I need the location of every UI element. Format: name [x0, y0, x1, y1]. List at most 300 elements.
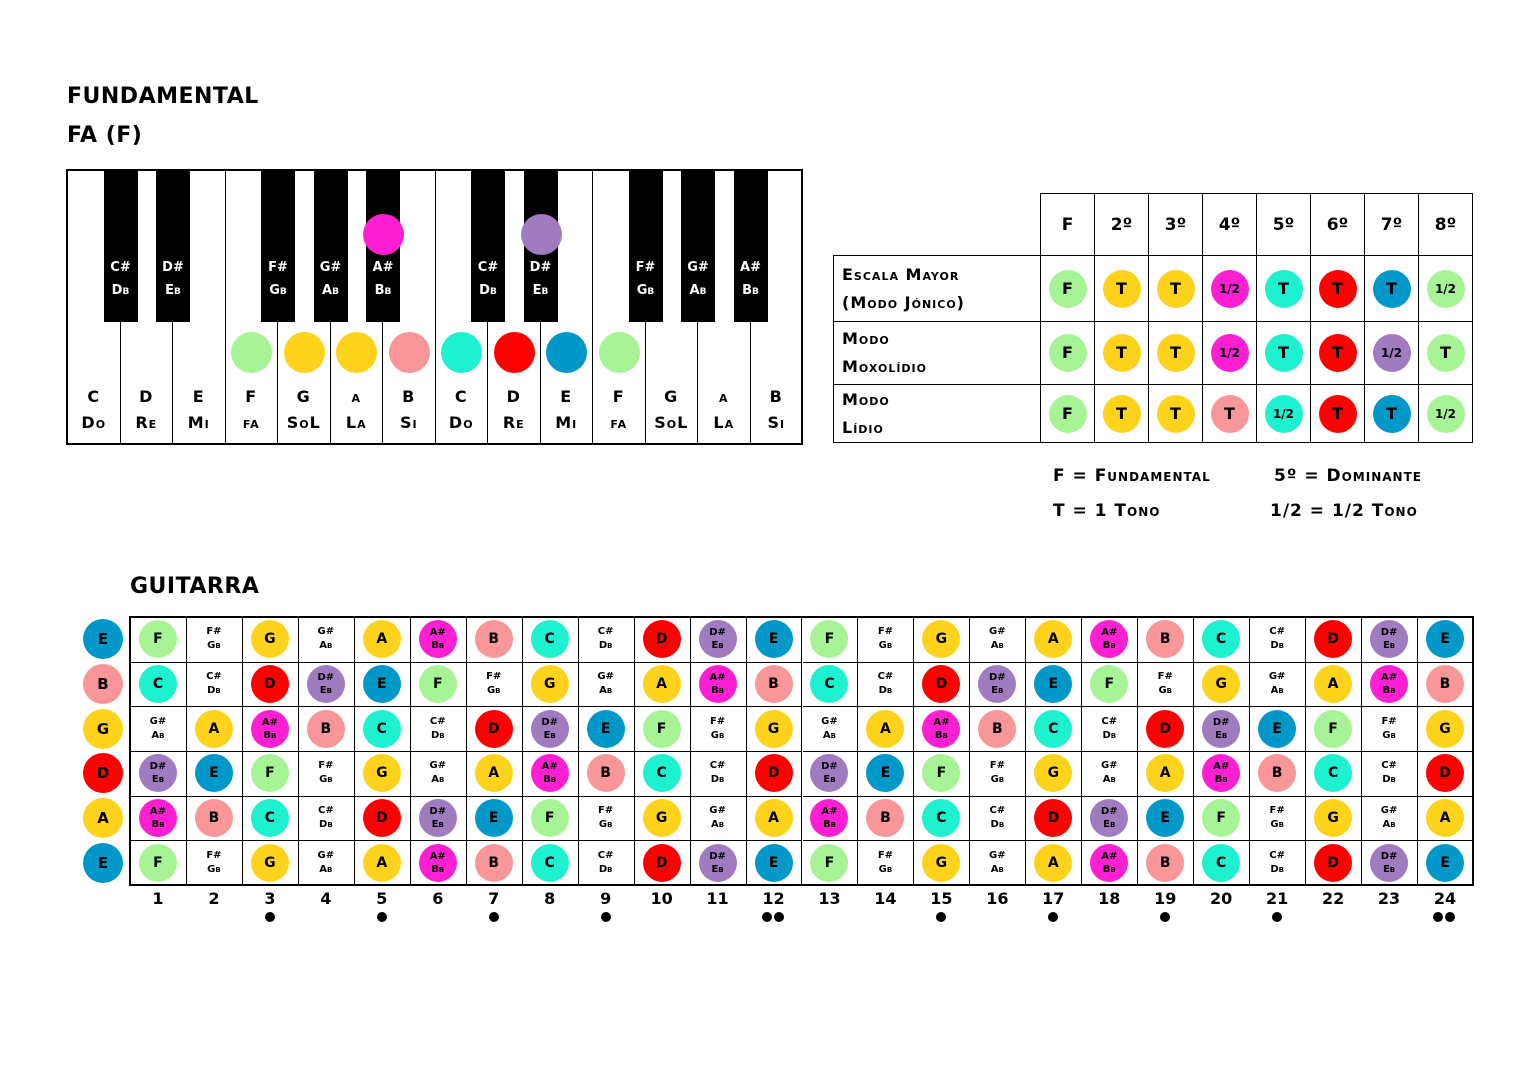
- interval-dot: T: [1373, 395, 1411, 433]
- note-dot-b: [389, 332, 430, 373]
- note-dot-ds: [699, 620, 737, 658]
- note-dot-b: B: [1258, 754, 1296, 792]
- note-dot-c: C: [1202, 844, 1240, 882]
- note-label: G# Ab: [989, 849, 1006, 875]
- interval-dot: T: [1319, 270, 1357, 308]
- note-dot-b: B: [866, 799, 904, 837]
- note-dot-a: A: [755, 799, 793, 837]
- note-label: A# Bb: [709, 672, 726, 696]
- white-key-letter: C: [454, 387, 468, 406]
- note-label: C# Db: [317, 805, 334, 830]
- legend-dominant: 5º = Dominante: [1274, 466, 1422, 486]
- fret-marker-dot: [601, 912, 611, 922]
- note-dot-f: F: [1090, 665, 1128, 703]
- note-dot-d: D: [1426, 754, 1464, 792]
- note-dot-f: F: [139, 844, 177, 882]
- note-dot-c: C: [810, 665, 848, 703]
- note-dot-f: [231, 332, 272, 373]
- interval-dot: F: [1049, 395, 1087, 433]
- legend-fundamental: F = Fundamental: [1053, 466, 1211, 486]
- note-label: F# Gb: [1157, 671, 1173, 696]
- note-dot-as: [922, 710, 960, 748]
- legend-tone: T = 1 Tono: [1053, 501, 1161, 521]
- black-key-flat: Ab: [689, 283, 707, 298]
- note-label: G# Ab: [709, 805, 726, 830]
- scale-table: [833, 193, 1473, 443]
- note-dot-as: [531, 754, 569, 792]
- note-dot-b: B: [1426, 665, 1464, 703]
- note-dot-g: G: [531, 665, 569, 703]
- note-dot-c: [441, 332, 482, 373]
- column-header: 7º: [1365, 194, 1419, 256]
- note-dot-f: F: [419, 665, 457, 703]
- note-dot-ds: [521, 214, 562, 255]
- note-dot-e: E: [755, 844, 793, 882]
- black-key-flat: Db: [479, 283, 497, 298]
- note-dot-c: C: [531, 844, 569, 882]
- note-dot-ds: [1370, 844, 1408, 882]
- column-header: 6º: [1311, 194, 1365, 256]
- note-dot-c: C: [643, 754, 681, 792]
- interval-cell: [1365, 256, 1419, 322]
- fret-marker-dot: [1048, 912, 1058, 922]
- black-key-sharp: G#: [319, 260, 342, 275]
- note-dot-c: C: [531, 620, 569, 658]
- note-label: F# Gb: [486, 671, 502, 696]
- note-dot-e: E: [1258, 710, 1296, 748]
- black-key-sharp: C#: [110, 260, 131, 275]
- note-dot-a: A: [1034, 620, 1072, 658]
- note-label: G# Ab: [1380, 805, 1398, 830]
- note-dot-a: A: [866, 710, 904, 748]
- fret-number: 24: [1433, 889, 1457, 908]
- note-label: A# Bb: [1381, 672, 1398, 696]
- interval-cell: [1149, 256, 1203, 322]
- note-dot-ds: [1090, 799, 1128, 837]
- note-label: G# Ab: [1100, 760, 1118, 786]
- black-key-flat: Db: [111, 283, 130, 298]
- interval-dot: 1/2: [1211, 334, 1249, 372]
- note-dot-a: A: [195, 710, 233, 748]
- interval-cell: [1203, 385, 1257, 443]
- interval-cell: [1149, 322, 1203, 385]
- note-dot-g: G: [1314, 799, 1352, 837]
- interval-dot: T: [1103, 334, 1141, 372]
- note-dot-a: A: [1426, 799, 1464, 837]
- interval-cell: [1041, 385, 1095, 443]
- note-dot-c: C: [363, 710, 401, 748]
- note-label: C# Db: [1101, 715, 1118, 741]
- interval-dot: T: [1103, 270, 1141, 308]
- note-dot-g: G: [1426, 710, 1464, 748]
- interval-cell: [1311, 256, 1365, 322]
- note-label: G# Ab: [149, 715, 167, 741]
- guitar-title: GUITARRA: [130, 574, 260, 599]
- fret-marker-dot: [377, 912, 387, 922]
- note-dot-e: E: [83, 619, 123, 659]
- fret-number: 6: [432, 889, 444, 908]
- white-key-solfege: fa: [610, 413, 628, 432]
- black-key: [524, 171, 558, 322]
- note-dot-b: B: [587, 754, 625, 792]
- note-dot-g: G: [251, 844, 289, 882]
- white-key-letter: D: [506, 387, 521, 406]
- interval-dot: T: [1319, 334, 1357, 372]
- white-key-letter: B: [402, 387, 416, 406]
- note-dot-e: E: [866, 754, 904, 792]
- note-dot-c: C: [139, 665, 177, 703]
- white-key-letter: F: [245, 387, 258, 406]
- note-dot-e: [546, 332, 587, 373]
- black-key: [681, 171, 715, 322]
- mode-name-line2: Moxolídio: [842, 357, 927, 376]
- interval-dot: T: [1157, 334, 1195, 372]
- interval-dot: T: [1103, 395, 1141, 433]
- fret-marker-dot: [936, 912, 946, 922]
- note-label: C# Db: [597, 626, 614, 652]
- note-label: G# Ab: [597, 671, 614, 696]
- interval-dot: T: [1265, 270, 1303, 308]
- note-label: D# Eb: [1212, 716, 1230, 741]
- note-label: D# Eb: [1380, 850, 1398, 875]
- white-key-letter: B: [769, 387, 783, 406]
- black-key-sharp: A#: [740, 260, 761, 275]
- column-header: F: [1041, 194, 1095, 256]
- note-dot-f: F: [922, 754, 960, 792]
- note-label: F# Gb: [1381, 715, 1397, 741]
- white-key-letter: a: [718, 387, 729, 406]
- interval-cell: [1041, 322, 1095, 385]
- note-dot-b: B: [307, 710, 345, 748]
- interval-cell: [1095, 256, 1149, 322]
- note-label: D# Eb: [989, 672, 1006, 696]
- note-dot-f: F: [1202, 799, 1240, 837]
- note-label: D# Eb: [709, 627, 726, 652]
- note-dot-f: F: [1314, 710, 1352, 748]
- note-dot-a: A: [83, 798, 123, 838]
- note-label: F# Gb: [709, 715, 726, 741]
- mode-name: [834, 322, 1041, 385]
- interval-dot: T: [1427, 334, 1465, 372]
- interval-cell: [1365, 322, 1419, 385]
- note-label: A# Bb: [541, 761, 558, 786]
- interval-dot: 1/2: [1265, 395, 1303, 433]
- note-dot-g: G: [1034, 754, 1072, 792]
- note-label: G# Ab: [317, 626, 335, 652]
- black-key-sharp: F#: [268, 260, 288, 275]
- white-key-letter: F: [612, 387, 625, 406]
- interval-cell: [1149, 385, 1203, 443]
- note-dot-c: C: [1202, 620, 1240, 658]
- note-dot-f: F: [139, 620, 177, 658]
- table-corner: [834, 194, 1041, 256]
- interval-dot: 1/2: [1427, 270, 1465, 308]
- note-dot-g: G: [363, 754, 401, 792]
- note-dot-b: B: [475, 844, 513, 882]
- mode-name-line1: Modo: [842, 329, 890, 348]
- interval-cell: [1365, 385, 1419, 443]
- interval-dot: 1/2: [1211, 270, 1249, 308]
- fret-marker-dot: [489, 912, 499, 922]
- note-label: F# Gb: [989, 760, 1005, 786]
- guitar-fretboard: [129, 616, 1474, 886]
- mode-name-line2: Lídio: [842, 417, 884, 437]
- note-dot-f: [599, 332, 640, 373]
- interval-dot: F: [1049, 334, 1087, 372]
- piano-keyboard: [66, 169, 803, 445]
- mode-name-line1: Escala Mayor: [842, 264, 960, 284]
- black-key-flat: Eb: [165, 283, 181, 298]
- fret-number: 21: [1266, 889, 1289, 908]
- note-label: C# Db: [1381, 760, 1397, 786]
- note-dot-b: B: [1146, 844, 1184, 882]
- white-key-solfege: Si: [767, 413, 786, 432]
- note-label: G# Ab: [821, 715, 838, 741]
- note-dot-a: A: [363, 844, 401, 882]
- fret-number: 13: [818, 889, 841, 908]
- scale-row: [834, 385, 1473, 443]
- note-dot-as: [699, 665, 737, 703]
- note-dot-a: A: [363, 620, 401, 658]
- interval-dot: T: [1373, 270, 1411, 308]
- fret-number: 22: [1321, 889, 1345, 908]
- white-key-letter: C: [87, 387, 101, 406]
- note-label: G# Ab: [989, 626, 1006, 652]
- black-key-sharp: A#: [372, 260, 394, 275]
- note-label: F# Gb: [877, 626, 894, 652]
- note-dot-as: [419, 844, 457, 882]
- legend-half-tone: 1/2 = 1/2 Tono: [1270, 501, 1418, 521]
- white-key-solfege: Mi: [187, 413, 210, 432]
- interval-cell: [1257, 385, 1311, 443]
- note-label: A# Bb: [429, 627, 446, 652]
- note-dot-b: B: [83, 664, 123, 704]
- note-dot-b: B: [1146, 620, 1184, 658]
- white-key-letter: D: [139, 387, 154, 406]
- note-label: C# Db: [877, 671, 894, 696]
- white-key-letter: G: [664, 387, 679, 406]
- note-label: D# Eb: [317, 672, 335, 696]
- note-dot-a: [336, 332, 377, 373]
- black-key-flat: Gb: [269, 283, 287, 298]
- interval-cell: [1203, 322, 1257, 385]
- white-key-solfege: Re: [502, 413, 525, 432]
- note-dot-b: B: [978, 710, 1016, 748]
- interval-cell: [1041, 256, 1095, 322]
- note-label: G# Ab: [1268, 671, 1286, 696]
- note-dot-d: D: [755, 754, 793, 792]
- note-dot-as: [1370, 665, 1408, 703]
- note-dot-f: F: [810, 844, 848, 882]
- note-dot-ds: [699, 844, 737, 882]
- note-dot-ds: [307, 665, 345, 703]
- interval-cell: [1095, 322, 1149, 385]
- note-label: F# Gb: [877, 849, 894, 875]
- note-dot-e: E: [195, 754, 233, 792]
- note-label: C# Db: [709, 760, 726, 786]
- interval-dot: T: [1211, 395, 1249, 433]
- note-dot-as: [363, 214, 404, 255]
- note-label: D# Eb: [1380, 627, 1398, 652]
- note-dot-g: G: [1202, 665, 1240, 703]
- fret-number: 18: [1098, 889, 1121, 908]
- fret-number: 2: [208, 889, 220, 908]
- black-key: [104, 171, 138, 322]
- black-key: [366, 171, 400, 322]
- fret-marker-dot: [1272, 912, 1282, 922]
- white-key-letter: E: [560, 387, 573, 406]
- fret-marker-dot: [762, 912, 772, 922]
- interval-cell: [1257, 322, 1311, 385]
- scale-row: [834, 256, 1473, 322]
- note-label: G# Ab: [429, 760, 447, 786]
- note-dot-g: G: [643, 799, 681, 837]
- note-dot-e: E: [1034, 665, 1072, 703]
- note-dot-as: [139, 799, 177, 837]
- fret-marker-dot: [1433, 912, 1443, 922]
- note-dot-g: G: [251, 620, 289, 658]
- note-label: A# Bb: [261, 716, 278, 741]
- note-dot-g: [284, 332, 325, 373]
- black-key-sharp: C#: [477, 260, 499, 275]
- fret-number: 14: [874, 889, 897, 908]
- note-dot-ds: [1202, 710, 1240, 748]
- fret-number: 9: [600, 889, 612, 908]
- fret-marker-dot: [1445, 912, 1455, 922]
- note-dot-d: D: [643, 844, 681, 882]
- fret-marker-dot: [774, 912, 784, 922]
- note-dot-f: F: [810, 620, 848, 658]
- note-label: C# Db: [989, 805, 1006, 830]
- interval-cell: [1311, 322, 1365, 385]
- interval-dot: F: [1049, 270, 1087, 308]
- interval-cell: [1203, 256, 1257, 322]
- column-header: 5º: [1257, 194, 1311, 256]
- black-key-flat: Gb: [636, 283, 655, 298]
- black-key-sharp: D#: [162, 260, 184, 275]
- interval-cell: [1311, 385, 1365, 443]
- note-label: D# Eb: [149, 761, 167, 786]
- fret-number: 19: [1154, 889, 1177, 908]
- white-key-letter: G: [296, 387, 311, 406]
- note-dot-e: E: [1426, 620, 1464, 658]
- interval-dot: T: [1265, 334, 1303, 372]
- interval-dot: T: [1319, 395, 1357, 433]
- white-key-solfege: Re: [135, 413, 158, 432]
- note-label: G# Ab: [317, 849, 335, 875]
- note-label: C# Db: [206, 671, 222, 696]
- black-key-sharp: G#: [687, 260, 709, 275]
- fret-number: 8: [544, 889, 556, 908]
- page-title: FUNDAMENTAL: [67, 84, 259, 109]
- note-label: A# Bb: [1101, 627, 1118, 652]
- column-header: 3º: [1149, 194, 1203, 256]
- black-key-flat: Eb: [532, 283, 549, 298]
- mode-name: [834, 256, 1041, 322]
- note-dot-a: A: [1034, 844, 1072, 882]
- note-dot-b: B: [755, 665, 793, 703]
- note-dot-f: F: [531, 799, 569, 837]
- fret-number: 23: [1377, 889, 1401, 908]
- note-dot-d: [494, 332, 535, 373]
- note-label: C# Db: [597, 849, 614, 875]
- white-key-solfege: Si: [399, 413, 418, 432]
- note-dot-g: G: [922, 620, 960, 658]
- scale-row: [834, 322, 1473, 385]
- fret-number: 16: [986, 889, 1009, 908]
- note-dot-ds: [419, 799, 457, 837]
- note-dot-e: E: [1426, 844, 1464, 882]
- note-dot-e: E: [587, 710, 625, 748]
- note-label: F# Gb: [1269, 805, 1285, 830]
- interval-dot: 1/2: [1427, 395, 1465, 433]
- note-label: A# Bb: [429, 850, 446, 875]
- note-dot-d: D: [1314, 620, 1352, 658]
- note-dot-as: [1090, 844, 1128, 882]
- mode-name-line2: (Modo Jónico): [842, 292, 965, 312]
- note-dot-e: E: [1146, 799, 1184, 837]
- white-key-solfege: La: [345, 413, 367, 432]
- interval-dot: 1/2: [1373, 334, 1411, 372]
- white-key-solfege: SoL: [654, 413, 689, 432]
- black-key: [471, 171, 505, 322]
- note-label: C# Db: [1269, 849, 1285, 875]
- note-label: D# Eb: [1100, 806, 1118, 830]
- note-dot-as: [419, 620, 457, 658]
- interval-cell: [1257, 256, 1311, 322]
- note-dot-d: D: [363, 799, 401, 837]
- note-dot-d: D: [475, 710, 513, 748]
- fret-number: 10: [650, 889, 673, 908]
- black-key: [314, 171, 348, 322]
- fret-number: 12: [762, 889, 785, 908]
- note-label: C# Db: [1269, 626, 1285, 652]
- note-dot-a: A: [643, 665, 681, 703]
- column-header: 8º: [1419, 194, 1473, 256]
- note-dot-c: C: [922, 799, 960, 837]
- column-header: 2º: [1095, 194, 1149, 256]
- note-dot-a: A: [475, 754, 513, 792]
- white-key-letter: a: [351, 387, 361, 406]
- note-dot-c: C: [251, 799, 289, 837]
- note-label: A# Bb: [149, 806, 167, 830]
- interval-cell: [1419, 385, 1473, 443]
- note-label: A# Bb: [1101, 850, 1118, 875]
- fret-number: 15: [930, 889, 953, 908]
- note-dot-g: G: [922, 844, 960, 882]
- white-key-solfege: La: [713, 413, 735, 432]
- note-dot-e: E: [363, 665, 401, 703]
- note-dot-as: [251, 710, 289, 748]
- note-label: F# Gb: [318, 760, 334, 786]
- page-subtitle: FA (F): [67, 123, 143, 148]
- note-dot-g: G: [755, 710, 793, 748]
- note-dot-c: C: [1034, 710, 1072, 748]
- note-dot-a: A: [1314, 665, 1352, 703]
- fret-number: 11: [706, 889, 729, 908]
- note-dot-c: C: [1314, 754, 1352, 792]
- black-key: [629, 171, 663, 322]
- note-dot-e: E: [475, 799, 513, 837]
- note-dot-b: B: [195, 799, 233, 837]
- mode-name-line1: Modo: [842, 389, 890, 409]
- white-key-solfege: Do: [448, 413, 474, 432]
- note-label: D# Eb: [541, 716, 559, 741]
- note-dot-g: G: [83, 709, 123, 749]
- mode-name: [834, 385, 1041, 443]
- note-dot-e: E: [83, 843, 123, 883]
- note-label: F# Gb: [598, 805, 614, 830]
